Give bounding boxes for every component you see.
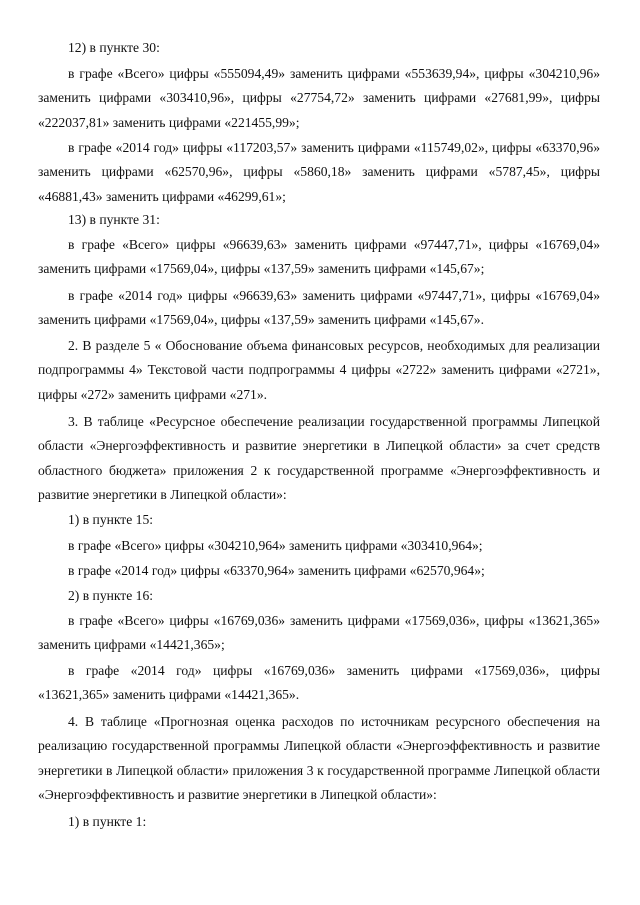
paragraph-total-column-31: в графе «Всего» цифры «96639,63» заменить цифрами «97447,71», цифры «16769,04» заменить цифрами «17569,04», цифры «137,59» заменить цифрами «145,67»;: [38, 237, 600, 277]
paragraph-item-2-point-16: 2) в пункте 16:: [68, 588, 154, 603]
paragraph-item-13: 13) в пункте 31:: [68, 212, 160, 227]
paragraph-2014-column-16: в графе «2014 год» цифры «16769,036» заменить цифрами «17569,036», цифры «13621,365» заменить цифрами «14421,365».: [38, 663, 600, 703]
paragraph-total-column-15: в графе «Всего» цифры «304210,964» заменить цифрами «303410,964»;: [68, 538, 483, 553]
paragraph-section-2: 2. В разделе 5 « Обоснование объема финансовых ресурсов, необходимых для реализации подпрограммы 4» Текстовой части подпрограммы 4 цифры «2722» заменить цифрами «2721», цифры «272» заменить цифрами «271».: [38, 338, 600, 402]
paragraph-2014-column-30: в графе «2014 год» цифры «117203,57» заменить цифрами «115749,02», цифры «63370,96» заменить цифрами «62570,96», цифры «5860,18» заменить цифрами «5787,45», цифры «46881,43» заменить цифрами «46299,61»;: [38, 140, 600, 204]
paragraph-item-1-point-15: 1) в пункте 15:: [68, 512, 154, 527]
paragraph-2014-column-15: в графе «2014 год» цифры «63370,964» заменить цифрами «62570,964»;: [68, 563, 485, 578]
paragraph-total-column-16: в графе «Всего» цифры «16769,036» заменить цифрами «17569,036», цифры «13621,365» заменить цифрами «14421,365»;: [38, 613, 600, 653]
paragraph-item-1-point-1: 1) в пункте 1:: [68, 814, 147, 829]
paragraph-section-3: 3. В таблице «Ресурсное обеспечение реализации государственной программы Липецкой области «Энергоэффективность и развитие энергетики в Липецкой области» за счет средств областного бюджета» приложения 2 к государственной программе «Энергоэффективность и развитие энергетики в Липецкой области»:: [38, 414, 600, 503]
paragraph-total-column-30: в графе «Всего» цифры «555094,49» заменить цифрами «553639,94», цифры «304210,96» заменить цифрами «303410,96», цифры «27754,72» заменить цифрами «27681,99», цифры «222037,81» заменить цифрами «221455,99»;: [38, 66, 600, 130]
paragraph-2014-column-31: в графе «2014 год» цифры «96639,63» заменить цифрами «97447,71», цифры «16769,04» заменить цифрами «17569,04», цифры «137,59» заменить цифрами «145,67».: [38, 288, 600, 328]
paragraph-section-4: 4. В таблице «Прогнозная оценка расходов по источникам ресурсного обеспечения на реализацию государственной программы Липецкой области «Энергоэффективность и развитие энергетики в Липецкой области» приложения 3 к государственной программе Липецкой области «Энергоэффективность и развитие энергетики в Липецкой области»:: [38, 714, 600, 803]
paragraph-item-12: 12) в пункте 30:: [68, 40, 160, 55]
